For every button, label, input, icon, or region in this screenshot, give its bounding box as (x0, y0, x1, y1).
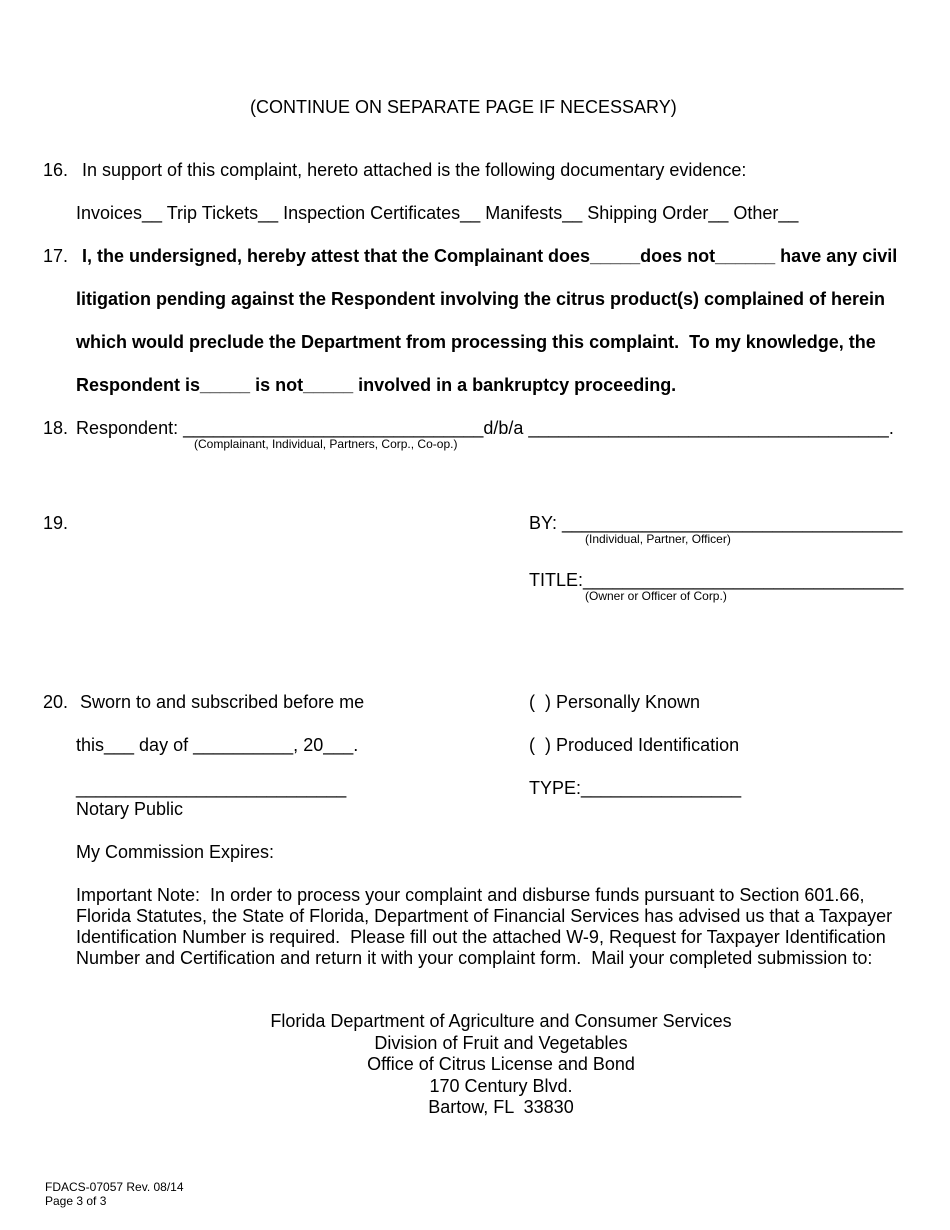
item-19-number: 19. (43, 513, 69, 533)
by-signature-field[interactable]: BY: __________________________________ (529, 513, 903, 533)
form-id: FDACS-07057 Rev. 08/14 (45, 1180, 184, 1194)
item-20-number: 20. (43, 692, 69, 712)
item-16-number: 16. (43, 160, 69, 180)
item-18-number: 18. (43, 418, 69, 438)
title-sublabel: (Owner or Officer of Corp.) (585, 589, 727, 603)
notary-signature-line[interactable]: ___________________________ (76, 778, 347, 798)
personally-known-checkbox[interactable]: ( ) Personally Known (529, 692, 701, 712)
attestation-line-4[interactable]: Respondent is_____ is not_____ involved in a bankruptcy proceeding. (76, 375, 677, 395)
sworn-text: Sworn to and subscribed before me (80, 692, 365, 712)
item-17-number: 17. (43, 246, 69, 266)
title-field[interactable]: TITLE:________________________________ (529, 570, 904, 590)
evidence-options[interactable]: Invoices__ Trip Tickets__ Inspection Certificates__ Manifests__ Shipping Order__ Other__ (76, 203, 799, 223)
produced-identification-checkbox[interactable]: ( ) Produced Identification (529, 735, 740, 755)
note-line-2: Florida Statutes, the State of Florida, Department of Financial Services has advised us that a Taxpayer (76, 906, 893, 926)
address-agency: Florida Department of Agriculture and Consumer Services (270, 1011, 732, 1031)
notary-public-label: Notary Public (76, 799, 184, 819)
page-number: Page 3 of 3 (45, 1194, 107, 1208)
address-office: Office of Citrus License and Bond (367, 1054, 635, 1074)
by-sublabel: (Individual, Partner, Officer) (585, 532, 731, 546)
attestation-line-3: which would preclude the Department from processing this complaint. To my knowledge, the (76, 332, 876, 352)
respondent-sublabel: (Complainant, Individual, Partners, Corp., Co-op.) (194, 437, 458, 451)
address-division: Division of Fruit and Vegetables (374, 1033, 628, 1053)
note-line-1: Important Note: In order to process your complaint and disburse funds pursuant to Section 601.66, (76, 885, 865, 905)
attestation-line-2: litigation pending against the Respondent involving the citrus product(s) complained of herein (76, 289, 886, 309)
sworn-date-field[interactable]: this___ day of __________, 20___. (76, 735, 359, 755)
address-city: Bartow, FL 33830 (428, 1097, 574, 1117)
continue-note: (CONTINUE ON SEPARATE PAGE IF NECESSARY) (250, 97, 677, 117)
id-type-field[interactable]: TYPE:________________ (529, 778, 742, 798)
commission-expires-label: My Commission Expires: (76, 842, 275, 862)
note-line-3: Identification Number is required. Please fill out the attached W-9, Request for Taxpayer Identification (76, 927, 886, 947)
address-street: 170 Century Blvd. (429, 1076, 573, 1096)
item-16-text: In support of this complaint, hereto attached is the following documentary evidence: (82, 160, 747, 180)
respondent-field[interactable]: Respondent: ______________________________d/b/a ____________________________________. (76, 418, 894, 438)
attestation-line-1[interactable]: I, the undersigned, hereby attest that the Complainant does_____does not______ have any civil (82, 246, 898, 266)
note-line-4: Number and Certification and return it with your complaint form. Mail your completed submission to: (76, 948, 873, 968)
